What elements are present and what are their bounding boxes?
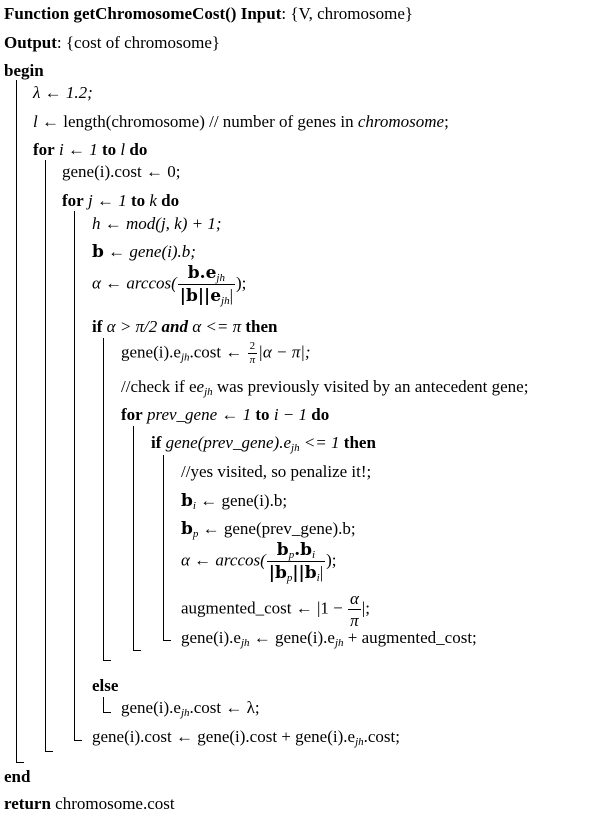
do-keyword: do — [161, 191, 180, 210]
for-i-end: l — [116, 140, 130, 159]
augmented-cost — [181, 590, 370, 629]
cost-update — [121, 341, 311, 366]
alpha-fraction — [178, 264, 235, 305]
if-visited-block-tick — [163, 640, 171, 641]
alpha2-fraction — [267, 541, 325, 582]
length-assign — [33, 113, 449, 130]
begin-keyword: begin — [4, 61, 44, 80]
to-keyword: to — [101, 140, 117, 159]
alpha-lhs: α ← arccos( — [92, 273, 177, 293]
total-a: gene(i).cost ← gene(i).cost + gene(i).e — [92, 727, 356, 746]
aug-den: π — [350, 611, 359, 630]
for-j-loop — [62, 192, 179, 209]
function-name: getChromosomeCost() — [73, 4, 237, 23]
alpha-end: ); — [236, 273, 247, 293]
else-block-tick — [103, 712, 111, 713]
function-keyword: Function — [4, 4, 70, 23]
cost-update-b: .cost ← — [189, 342, 247, 362]
else-block-bar — [103, 697, 104, 713]
if2-cond: gene(prev_gene).e — [161, 433, 292, 452]
alpha2-lhs: α ← arccos( — [181, 550, 266, 570]
length-end: ; — [444, 112, 449, 131]
two-over-pi — [248, 341, 258, 366]
return-keyword: return — [4, 794, 51, 813]
chromosome-italic: chromosome — [357, 112, 445, 131]
if-visited — [151, 433, 376, 454]
b-assign — [92, 243, 196, 261]
comment-check: //check if $ee_{jh}$ was previously visited by an antecedent gene; — [121, 377, 529, 398]
begin-block-tick — [16, 762, 24, 763]
alpha2-den-c: | — [319, 563, 324, 582]
if2-sub: jh — [291, 442, 300, 454]
alpha-denominator: |b||e — [179, 286, 222, 306]
else-assign — [121, 698, 260, 719]
if-keyword: if — [92, 317, 103, 336]
bi-sub: i — [192, 500, 196, 512]
total-b: .cost; — [363, 727, 400, 746]
end-keyword: end — [4, 767, 31, 786]
for-keyword: for — [33, 140, 55, 159]
input-params: : {V, chromosome} — [281, 4, 414, 23]
input-keyword: Input — [240, 4, 282, 23]
else-line-sub: jh — [180, 707, 190, 719]
alpha-assign — [92, 264, 246, 305]
alpha-den-end: | — [229, 286, 234, 305]
for-prev-block-bar — [133, 426, 134, 651]
for-i-block-tick — [45, 751, 53, 752]
alpha-over-pi — [348, 590, 361, 629]
for-j-block-tick — [74, 740, 82, 741]
bp-rhs: ← gene(prev_gene).b; — [198, 519, 356, 538]
gene-e-update-sub2: jh — [334, 637, 344, 649]
gene-e-update — [181, 628, 477, 649]
bp-var: b — [181, 519, 193, 539]
if-cond-b: α <= π — [188, 317, 246, 336]
then-keyword: then — [343, 433, 376, 452]
else-line-b: .cost ← λ; — [189, 698, 260, 717]
output-keyword: Output — [4, 33, 57, 52]
for-prev-a: prev_gene ← 1 — [142, 405, 256, 424]
gene-e-update-sub1: jh — [240, 637, 250, 649]
do-keyword: do — [129, 140, 148, 159]
if-visited-block-bar — [163, 455, 164, 641]
output-params: : {cost of chromosome} — [56, 33, 221, 52]
alpha2-den-sub-a: p — [286, 572, 293, 584]
else-keyword: else — [92, 676, 119, 695]
if-then-block-bar — [103, 338, 104, 661]
comment-check-b: was previously visited by an antecedent gene; — [212, 377, 529, 396]
else-line-a: gene(i).e — [121, 698, 181, 717]
if-keyword: if — [151, 433, 162, 452]
alpha-numerator: b.e — [187, 263, 217, 283]
gene-cost-init: gene(i).cost ← 0; — [62, 162, 181, 181]
if-alpha — [92, 318, 278, 335]
alpha2-num-sub-b: i — [312, 549, 316, 561]
gene-e-update-a: gene(i).e — [181, 628, 241, 647]
bi-rhs: ← gene(i).b; — [195, 491, 288, 510]
if-cond-a: α > π/2 — [102, 317, 162, 336]
alpha2-den-b: ||b — [292, 563, 317, 583]
frac-den: π — [249, 354, 256, 366]
for-prev-block-tick — [133, 650, 141, 651]
for-j-block-bar — [74, 211, 75, 741]
bp-sub: p — [192, 528, 199, 540]
alpha2-end: ); — [326, 550, 337, 570]
aug-end: |; — [361, 598, 371, 618]
for-keyword: for — [121, 405, 143, 424]
cost-update-sub: jh — [180, 351, 190, 364]
alpha-num-sub: jh — [216, 272, 225, 284]
to-keyword: to — [130, 191, 146, 210]
aug-lhs: augmented_cost ← |1 − — [181, 598, 347, 618]
output-line — [4, 34, 220, 51]
return-value: chromosome.cost — [50, 794, 175, 813]
to-keyword: to — [255, 405, 270, 424]
alpha-den-sub: jh — [221, 295, 230, 307]
alpha2-num-a: b — [276, 540, 289, 560]
for-prev-b: i − 1 — [269, 405, 312, 424]
frac-num: 2 — [248, 341, 258, 354]
bp-assign — [181, 520, 356, 538]
l-var: l — [33, 112, 38, 131]
aug-num: α — [349, 589, 359, 608]
total-sub: jh — [355, 736, 364, 748]
bi-var: b — [181, 491, 193, 511]
for-j-end: k — [145, 191, 162, 210]
comment-yes: //yes visited, so penalize it!; — [181, 462, 372, 481]
alpha2-num-sub-a: p — [288, 549, 295, 561]
if-then-block-tick — [103, 660, 111, 661]
and-keyword: and — [161, 317, 188, 336]
total-cost-update — [92, 727, 400, 748]
if2-cond-end: <= 1 — [299, 433, 344, 452]
for-i-block-bar — [45, 160, 46, 752]
gene-e-update-b: ← gene(i).e — [249, 628, 335, 647]
for-keyword: for — [62, 191, 84, 210]
return-line — [4, 795, 175, 812]
h-assign: h ← mod(j, k) + 1; — [92, 214, 222, 233]
bi-assign — [181, 492, 287, 510]
comment-check-a: //check if e — [121, 377, 197, 396]
alpha2-assign — [181, 541, 336, 582]
for-i-range: i ← 1 — [54, 140, 102, 159]
do-keyword: do — [311, 405, 330, 424]
for-i-loop — [33, 141, 147, 158]
b-rhs: ← gene(i).b; — [103, 242, 196, 261]
alpha2-num-b: .b — [294, 540, 312, 560]
cost-update-c: |α − π|; — [258, 342, 311, 362]
begin-block-bar — [16, 80, 17, 763]
gene-e-update-c: + augmented_cost; — [343, 628, 477, 647]
lambda-assign: λ ← 1.2; — [33, 83, 93, 102]
for-prev-loop — [121, 406, 329, 423]
then-keyword: then — [245, 317, 278, 336]
alpha2-den-a: |b — [268, 563, 287, 583]
b-var: b — [92, 242, 104, 262]
for-j-range: j ← 1 — [83, 191, 131, 210]
function-header — [4, 5, 413, 22]
alpha2-den-sub-b: i — [316, 572, 320, 584]
length-expr: ← length(chromosome) // number of genes in — [37, 112, 358, 131]
cost-update-a: gene(i).e — [121, 342, 181, 362]
comment-check-sub: jh — [204, 386, 213, 398]
